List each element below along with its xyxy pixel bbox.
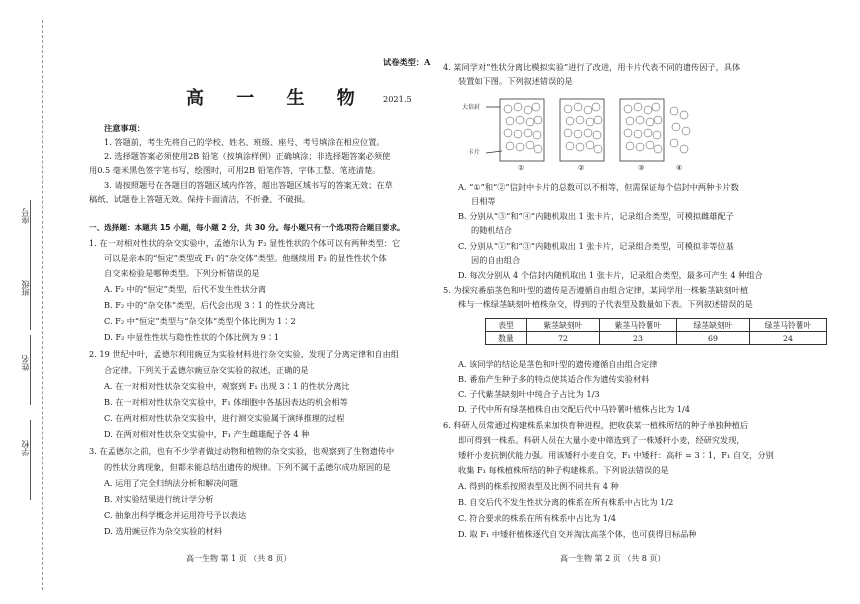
question-stem: 合定律。下列关于孟德尔豌豆杂交实验的叙述，正确的是: [104, 365, 309, 375]
option-b: B. 自交后代不发生性状分离的株系在所有株系中占比为 1/2: [458, 497, 674, 507]
table-cell: 72: [527, 332, 600, 345]
option-b: B. 番茄产生种子多的特点使其适合作为遗传实验材料: [458, 374, 650, 384]
envelope-figure: [462, 93, 692, 177]
question-stem: 株与一株绿茎缺刻叶植株杂交，得到的子代表型及数量如下表。下列叙述错误的是: [458, 299, 753, 309]
page-footer: 高一生物 第 2 页 （共 8 页）: [560, 554, 666, 563]
option-b: B. 在一对相对性状杂交实验中，F₁ 体细胞中各基因表达的机会相等: [104, 397, 348, 407]
question-stem: 3. 在孟德尔之前，也有不少学者做过动物和植物的杂交实验，也观察到了生物遗传中: [89, 446, 395, 456]
exam-type: 试卷类型：A: [383, 57, 431, 67]
option-c: C. 符合要求的株系在所有株系中占比为 1/4: [458, 513, 616, 523]
binding-field-school: [18, 430, 42, 520]
note-line: 2. 选择题答案必须使用2B 铅笔（按填涂样例）正确填涂；非选择题答案必须使: [104, 151, 391, 161]
binding-write-line: [30, 420, 31, 500]
option-c: C. 在两对相对性状杂交实验中，进行测交实验属于演绎推理的过程: [104, 413, 345, 423]
option-c-cont: 因的自由组合: [471, 255, 521, 265]
option-c: C. 分别从“①”和“③”内随机取出 1 张卡片，记录组合类型，可模拟非等位基: [458, 241, 734, 251]
note-line: 用0.5 毫米黑色签字笔书写，绘图时，可用2B 铅笔作答，字体工整、笔迹清楚。: [89, 165, 381, 175]
question-stem: 即可得到一株系。科研人员在大量小麦中筛选到了一株矮秆小麦，经研究发现，: [458, 435, 745, 445]
question-stem: 5. 为探究番茄茎色和叶型的遗传是否遵循自由组合定律，某同学用一株紫茎缺刻叶植: [443, 285, 749, 295]
question-stem: 1. 在一对相对性状的杂交实验中，孟德尔认为 F₂ 显性性状的个体可以有两种类型：它: [89, 238, 401, 248]
binding-label-name: 姓名: [21, 355, 30, 371]
page-footer: 高一生物 第 1 页 （共 8 页）: [186, 554, 292, 563]
option-b: B. 对实验结果进行统计学分析: [104, 494, 214, 504]
option-b: B. F₂ 中的“杂交体”类型，后代会出现 3∶1 的性状分离比: [104, 300, 315, 310]
binding-margin: [0, 0, 60, 604]
table-cell: 23: [600, 332, 677, 345]
option-a: A. 得到的株系按照表型及比例不同共有 4 种: [458, 481, 619, 491]
option-c: C. F₂ 中“恒定”类型与“杂交体”类型个体比例为 1∶2: [104, 316, 296, 326]
question-stem: 的性状分离现象，但都未能总结出遗传的规律。下列不属于孟德尔成功原因的是: [104, 462, 391, 472]
binding-label-seat: 座号: [21, 208, 30, 224]
option-a: A. 在一对相对性状杂交实验中，观察到 F₁ 出现 3∶1 的性状分离比: [104, 381, 350, 391]
envelope-number: ①: [518, 164, 525, 172]
option-d: D. 子代中所有绿茎植株自由交配后代中马铃薯叶植株占比为 1/4: [458, 404, 690, 414]
table-cell: 69: [677, 332, 750, 345]
note-line: 3. 请按照题号在各题目的答题区域内作答，超出答题区域书写的答案无效；在草: [104, 180, 393, 190]
binding-field-name: [18, 345, 42, 425]
option-b-cont: 的随机结合: [471, 225, 512, 235]
note-line: 1. 答题前，考生先将自己的学校、姓名、班级、座号、考号填涂在相应位置。: [104, 137, 385, 147]
option-a: A. 该同学的结论是茎色和叶型的遗传遵循自由组合定律: [458, 359, 658, 369]
option-d: D. F₂ 中显性性状与隐性性状的个体比例为 9∶1: [104, 332, 280, 342]
table-header: 紫茎马铃薯叶: [600, 319, 677, 332]
question-stem: 矮秆小麦抗倒伏能力强。用该矮秆小麦自交，F₁ 中矮秆：高秆 = 3∶1，F₁ 自交，分别: [458, 450, 774, 460]
question-stem: 可以是亲本的“恒定”类型或 F₁ 的“杂交体”类型。他继续用 F₂ 的显性性状个体: [104, 253, 387, 263]
option-d: D. 选用豌豆作为杂交实验的材料: [104, 526, 222, 536]
table-header: 表型: [486, 319, 527, 332]
card-label: 卡片: [468, 149, 481, 156]
section-heading: 一、选择题：本题共 15 小题，每小题 2 分，共 30 分。每小题只有一个选项符合题目要求。: [89, 223, 405, 232]
question-stem: 装置如下图。下列叙述错误的是: [458, 76, 573, 86]
table-header: 绿茎马铃薯叶: [750, 319, 827, 332]
table-cell: 24: [750, 332, 827, 345]
option-d: D. 每次分别从 4 个信封内随机取出 1 张卡片，记录组合类型，最多可产生 4 种组合: [458, 270, 763, 280]
question-stem: 自交来检验是哪种类型。下列分析错误的是: [104, 268, 260, 278]
envelope-label: 大信封: [462, 104, 481, 111]
option-a: A. “①”和“②”信封中卡片的总数可以不相等，但需保证每个信封中两种卡片数: [458, 182, 739, 192]
option-c: C. 抽象出科学概念并运用符号予以表达: [104, 510, 247, 520]
binding-write-line: [30, 335, 31, 405]
envelope-number: ②: [578, 164, 585, 172]
option-c: C. 子代紫茎缺刻叶中纯合子占比为 1/3: [458, 389, 600, 399]
note-line: 稿纸、试题卷上答题无效。保持卡面清洁，不折叠、不破损。: [89, 194, 311, 204]
table-cell: 数量: [486, 332, 527, 345]
option-d: D. 取 F₁ 中矮秆植株逐代自交并淘汰高茎个体，也可获得目标品种: [458, 529, 697, 539]
binding-label-school: 学校: [21, 440, 30, 456]
phenotype-table: [485, 318, 827, 345]
question-stem: 收集 F₁ 每株植株所结的种子构建株系。下列说法错误的是: [458, 465, 669, 475]
option-a: A. 运用了完全归纳法分析和解决问题: [104, 478, 238, 488]
binding-write-line: [30, 260, 31, 330]
binding-label-class: 班级: [21, 280, 30, 296]
option-a: A. F₂ 中的“恒定”类型，后代不发生性状分离: [104, 284, 267, 294]
option-d: D. 在两对相对性状杂交实验中，F₁ 产生雌雄配子各 4 种: [104, 429, 310, 439]
option-b: B. 分别从“③”和“④”内随机取出 1 张卡片，记录组合类型，可模拟雌雄配子: [458, 211, 734, 221]
envelope-number: ④: [676, 164, 683, 172]
question-stem: 6. 科研人员常通过构建株系来加快育种进程，把收获某一植株所结的种子单独种植后: [443, 420, 749, 430]
table-header-row: [486, 319, 827, 332]
notes-heading: 注意事项：: [104, 123, 145, 133]
table-header: 绿茎缺刻叶: [677, 319, 750, 332]
question-stem: 2. 19 世纪中叶，孟德尔利用豌豆为实验材料进行杂交实验，发现了分离定律和自由组: [89, 349, 399, 359]
option-a-cont: 目相等: [471, 196, 496, 206]
envelope-illustration: [462, 93, 692, 177]
exam-date: 2021.5: [383, 94, 412, 104]
table-header: 紫茎缺刻叶: [527, 319, 600, 332]
binding-dashed-line: [42, 20, 43, 590]
table-row: [486, 332, 827, 345]
envelope-number: ③: [638, 164, 645, 172]
page-title: 高 一 生 物: [186, 88, 368, 109]
question-stem: 4. 某同学对“性状分离比模拟实验”进行了改进，用卡片代表不同的遗传因子，具体: [443, 62, 741, 72]
